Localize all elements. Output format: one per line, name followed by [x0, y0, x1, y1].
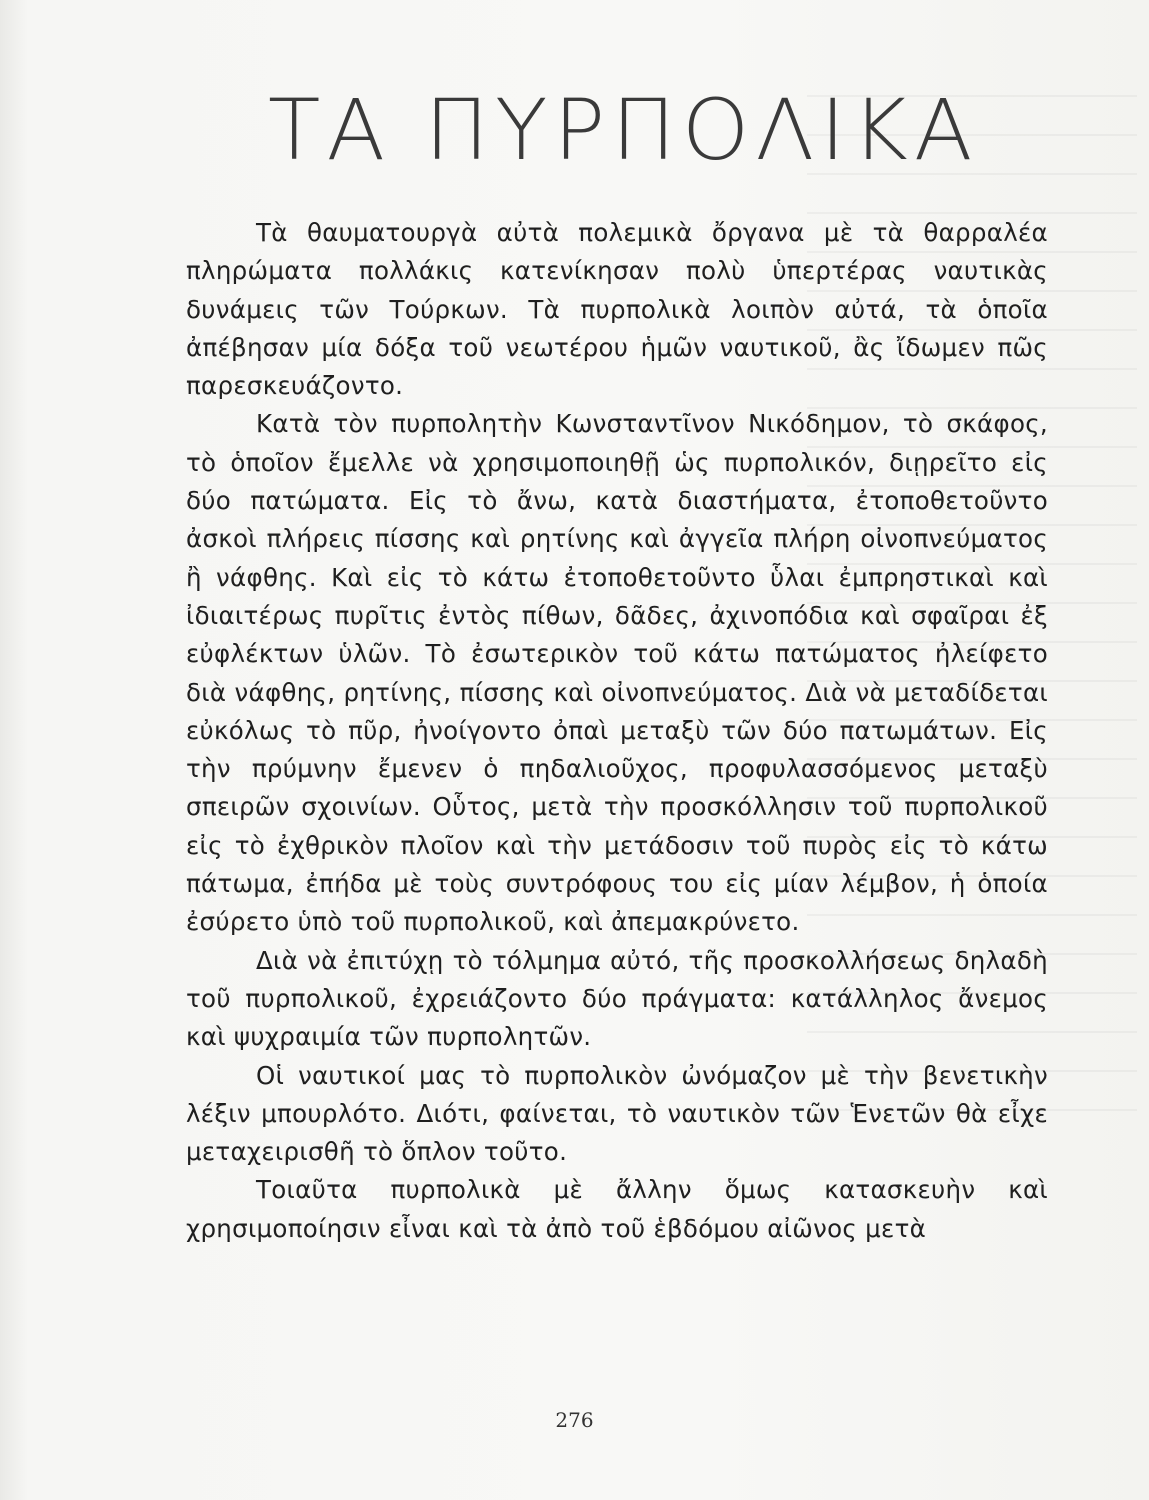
paragraph-1: Τὰ θαυματουργὰ αὐτὰ πολεμικὰ ὄργανα μὲ τὰ θαρραλέα πληρώματα πολλάκις κατενίκησαν πολὺ ὑπερτέρας ναυτικὰς δυνάμεις τῶν Τούρκων. Τὰ πυρπολικὰ λοιπὸν αὐτά, τὰ ὁποῖα ἀπέβησαν μία δόξα τοῦ νεωτέρου ἡμῶν ναυτικοῦ, ἂς ἴδωμεν πῶς παρεσκευάζοντο.	[186, 218, 1048, 401]
paragraph-2: Κατὰ τὸν πυρπολητὴν Κωνσταντῖνον Νικόδημον, τὸ σκάφος, τὸ ὁποῖον ἔμελλε νὰ χρησιμοποιηθῇ ὡς πυρπολικόν, διῃρεῖτο εἰς δύο πατώματα. Εἰς τὸ ἄνω, κατὰ διαστήματα, ἐτοποθετοῦντο ἀσκοὶ πλήρεις πίσσης καὶ ρητίνης καὶ ἀγγεῖα πλήρη οἰνοπνεύματος ἢ νάφθης. Καὶ εἰς τὸ κάτω ἐτοποθετοῦντο ὗλαι ἐμπρηστικαὶ καὶ ἰδιαιτέρως πυρῖτις ἐντὸς πίθων, δᾶδες, ἀχινοπόδια καὶ σφαῖραι ἐξ εὐφλέκτων ὑλῶν. Τὸ ἐσωτερικὸν τοῦ κάτω πατώματος ἠλείφετο διὰ νάφθης, ρητίνης, πίσσης καὶ οἰνοπνεύματος. Διὰ νὰ μεταδίδεται εὐκόλως τὸ πῦρ, ἠνοίγοντο ὀπαὶ μεταξὺ τῶν δύο πατωμάτων. Εἰς τὴν πρύμνην ἔμενεν ὁ πηδαλιοῦχος, προφυλασσόμενος μεταξὺ σπειρῶν σχοινίων. Οὗτος, μετὰ τὴν προσκόλλησιν τοῦ πυρπολικοῦ εἰς τὸ ἐχθρικὸν πλοῖον καὶ τὴν μετάδοσιν τοῦ πυρὸς εἰς τὸ κάτω πάτωμα, ἐπήδα μὲ τοὺς συντρόφους του εἰς μίαν λέμβον, ἡ ὁποία ἐσύρετο ὑπὸ τοῦ πυρπολικοῦ, καὶ ἀπεμακρύνετο.	[186, 409, 1048, 937]
body-text	[186, 214, 1048, 1248]
paragraph-4: Οἱ ναυτικοί μας τὸ πυρπολικὸν ὠνόμαζον μὲ τὴν βενετικὴν λέξιν μπουρλότο. Διότι, φαίνεται, τὸ ναυτικὸν τῶν Ἑνετῶν θὰ εἶχε μεταχειρισθῆ τὸ ὅπλον τοῦτο.	[186, 1060, 1048, 1167]
paragraph-3: Διὰ νὰ ἐπιτύχῃ τὸ τόλμημα αὐτό, τῆς προσκολλήσεως δηλαδὴ τοῦ πυρπολικοῦ, ἐχρειάζοντο δύο πράγματα: κατάλληλος ἄνεμος καὶ ψυχραιμία τῶν πυρπολητῶν.	[186, 945, 1048, 1052]
paragraph-5: Τοιαῦτα πυρπολικὰ μὲ ἄλλην ὅμως κατασκευὴν καὶ χρησιμοποίησιν εἶναι καὶ τὰ ἀπὸ τοῦ ἑβδόμου αἰῶνος μετὰ	[186, 1175, 1048, 1243]
page-number: 276	[555, 1408, 594, 1432]
chapter-title: ΤΑ ΠΥΡΠΟΛΙΚΑ	[268, 81, 979, 179]
